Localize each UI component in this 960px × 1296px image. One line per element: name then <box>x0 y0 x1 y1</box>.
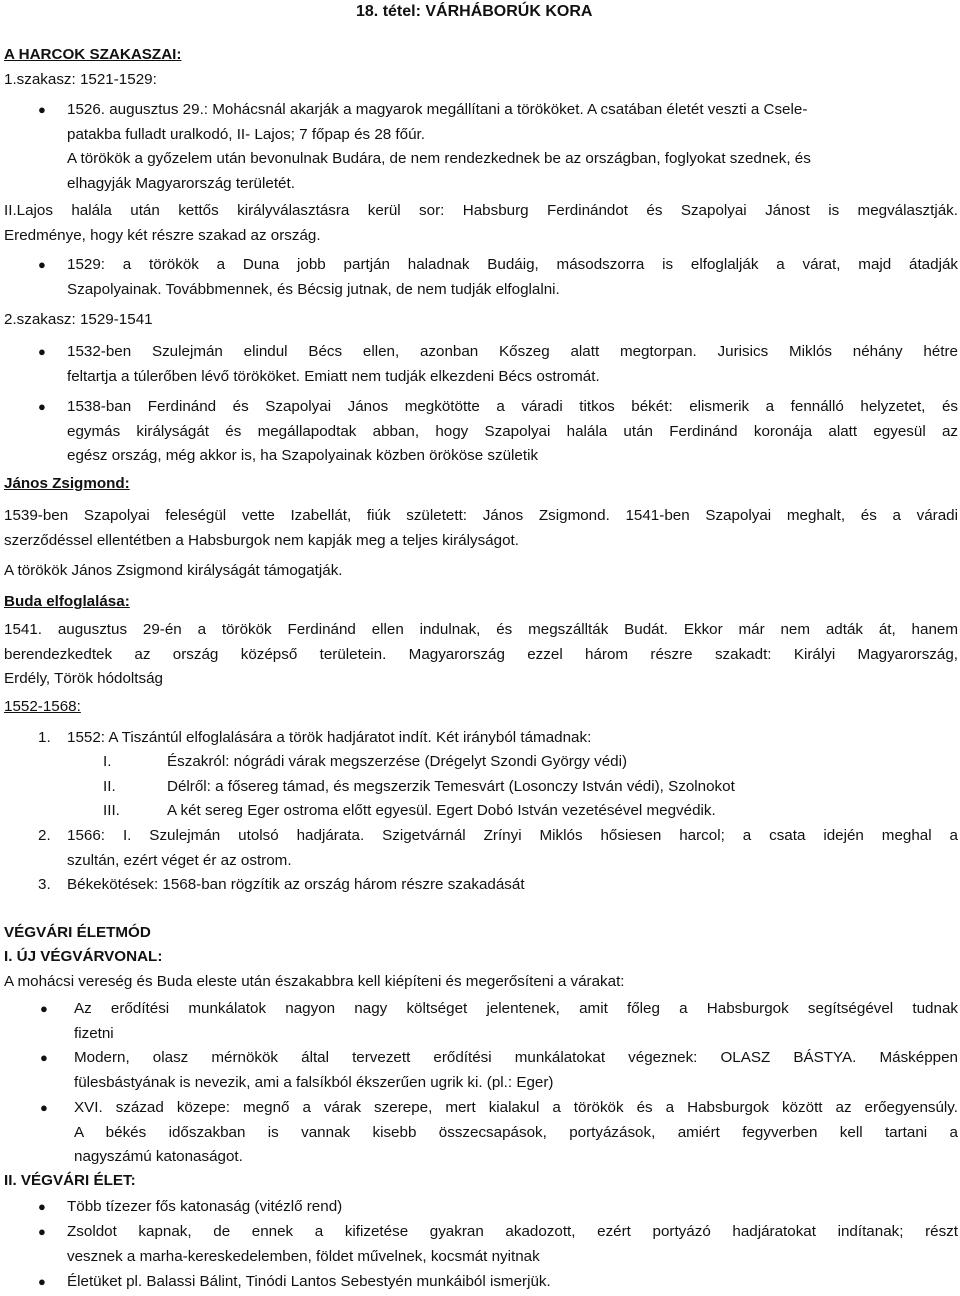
list-item <box>38 98 958 196</box>
text-line: 1529: a törökök a Duna jobb partján haladnak Budáig, másodszorra is elfoglalják a várat, majd átadják <box>67 256 958 273</box>
bullet-icon: ● <box>38 399 46 414</box>
bullet-icon: ● <box>38 1199 46 1214</box>
list-item <box>38 1270 958 1295</box>
text-line: Zsoldot kapnak, de ennek a kifizetése gyakran akadozott, ezért portyázó hadjáratokat indítanak; részt <box>67 1223 958 1240</box>
text-line: egész ország, még akkor is, ha Szapolyainak közben örököse születik <box>67 447 539 464</box>
text-line: Erdély, Török hódoltság <box>4 670 163 687</box>
text-line: feltartja a túlerőben lévő törököket. Emiatt nem tudják elkezdeni Bécs ostromát. <box>67 367 600 385</box>
roman-item <box>103 799 958 824</box>
bullet-icon: ● <box>40 1100 48 1115</box>
text-line: A békés időszakban is vannak kisebb összecsapások, portyázások, amiért fegyverben kell tartani a <box>74 1123 958 1141</box>
text-line: 1539-ben Szapolyai feleségül vette Izabellát, fiúk született: János Zsigmond. 1541-ben Szapolyai meghalt, és a váradi <box>4 507 958 524</box>
subsection-heading-vegvarvonal: I. ÚJ VÉGVÁRVONAL: <box>4 948 163 965</box>
subsection-heading-vegvari-elet: II. VÉGVÁRI ÉLET: <box>4 1172 136 1189</box>
text-line: vesznek a marha-kereskedelemben, földet művelnek, kocsmát nyitnak <box>67 1247 540 1265</box>
bullet-icon: ● <box>38 1224 46 1239</box>
text-line: Délről: a fősereg támad, és megszerzik Temesvárt (Losonczy István védi), Szolnokot <box>167 778 735 795</box>
item-number: II. <box>103 778 116 795</box>
text-line: A törökök a győzelem után bevonulnak Budára, de nem rendezkednek be az országban, foglyokat szednek, és <box>67 150 811 167</box>
text-line: Békekötések: 1568-ban rögzítik az ország három részre szakadását <box>67 876 525 893</box>
text-line: Szapolyainak. Továbbmennek, és Bécsig jutnak, de nem tudják elfoglalni. <box>67 280 560 298</box>
paragraph: A mohácsi vereség és Buda eleste után északabbra kell kiépíteni és megerősíteni a várakat: <box>4 973 625 990</box>
text-line: fizetni <box>74 1024 114 1042</box>
list-item <box>38 1220 958 1269</box>
roman-item <box>103 750 958 775</box>
list-item <box>38 253 958 302</box>
text-line: 1541. augusztus 29-én a törökök Ferdinánd ellen indulnak, és megszállták Budát. Ekkor már nem adták át, hanem <box>4 621 958 638</box>
section-heading-vegvari: VÉGVÁRI ÉLETMÓD <box>4 924 151 941</box>
text-line: berendezkedtek az ország középső területein. Magyarország ezzel három részre szakadt: Királyi Magyarország, <box>4 645 958 663</box>
text-line: szerződéssel ellentétben a Habsburgok nem kapják meg a teljes királyságot. <box>4 531 519 549</box>
paragraph <box>4 199 958 248</box>
list-item <box>40 1046 958 1095</box>
paragraph <box>4 618 958 692</box>
text-line: 1552: A Tiszántúl elfoglalására a török hadjáratot indít. Két irányból támadnak: <box>67 729 592 746</box>
text-line: nagyszámú katonaságot. <box>74 1148 243 1165</box>
item-number: I. <box>103 753 112 770</box>
text-line: Északról: nógrádi várak megszerzése (Drégelyt Szondi György védi) <box>167 753 628 770</box>
text-line: II.Lajos halála után kettős királyválasztásra kerül sor: Habsburg Ferdinándot és Szapolyai Jánost is megválasztják. <box>4 202 958 219</box>
text-line: Az erődítési munkálatok nagyon nagy költséget jelentenek, amit főleg a Habsburgok segítségével tudnak <box>74 1000 958 1017</box>
text-line: 1566: I. Szulejmán utolsó hadjárata. Szigetvárnál Zrínyi Miklós hősiesen harcol; a csata idején meghal a <box>67 827 958 844</box>
bullet-icon: ● <box>38 1274 46 1289</box>
section-heading-janos-zsigmond: János Zsigmond: <box>4 475 130 492</box>
bullet-icon: ● <box>40 1001 48 1016</box>
text-line: 1532-ben Szulejmán elindul Bécs ellen, azonban Kőszeg alatt megtorpan. Jurisics Miklós néhány hétre <box>67 343 958 360</box>
text-line: egymás királyságát és megállapodtak abban, hogy Szapolyai halála után Ferdinánd koronája alatt egyesül az <box>67 422 958 440</box>
page-title: 18. tétel: VÁRHÁBORÚK KORA <box>356 3 593 20</box>
bullet-icon: ● <box>38 102 46 117</box>
list-item <box>38 395 958 469</box>
list-item <box>38 1195 958 1220</box>
section-heading-1552-1568: 1552-1568: <box>4 698 81 715</box>
text-line: Életüket pl. Balassi Bálint, Tinódi Lantos Sebestyén munkáiból ismerjük. <box>67 1273 551 1290</box>
text-line: Modern, olasz mérnökök által tervezett erődítési munkálatokat végeznek: OLASZ BÁSTYA. Másképpen <box>74 1049 958 1066</box>
bullet-icon: ● <box>38 344 46 359</box>
text-line: Eredménye, hogy két részre szakad az ország. <box>4 226 321 244</box>
text-line: elhagyják Magyarország területét. <box>67 174 295 192</box>
text-line: 1526. augusztus 29.: Mohácsnál akarják a magyarok megállítani a törököket. A csatában életét veszti a Csele- <box>67 101 808 118</box>
section-heading-harcok: A HARCOK SZAKASZAI: <box>4 46 182 63</box>
item-number: 3. <box>38 876 51 893</box>
text-line: XVI. század közepe: megnő a várak szerepe, mert kialakul a törökök és a Habsburgok között az erőegyensúly. <box>74 1099 958 1116</box>
bullet-icon: ● <box>38 257 46 272</box>
paragraph: A törökök János Zsigmond királyságát támogatják. <box>4 562 343 579</box>
phase-1-label: 1.szakasz: 1521-1529: <box>4 71 157 88</box>
numbered-item <box>38 873 958 898</box>
text-line: patakba fulladt uralkodó, II- Lajos; 7 főpap és 28 főúr. <box>67 125 425 143</box>
text-line: fülesbástyának is nevezik, ami a falsíkból ékszerűen ugrik ki. (pl.: Eger) <box>74 1073 554 1091</box>
roman-item <box>103 775 958 800</box>
list-item <box>40 1096 958 1170</box>
list-item <box>40 997 958 1046</box>
item-number: 1. <box>38 729 51 746</box>
section-heading-buda: Buda elfoglalása: <box>4 593 130 610</box>
list-item <box>38 340 958 389</box>
item-number: III. <box>103 802 120 819</box>
bullet-icon: ● <box>40 1050 48 1065</box>
numbered-item <box>38 726 958 751</box>
numbered-item <box>38 824 958 873</box>
text-line: szultán, ezért véget ér az ostrom. <box>67 851 292 869</box>
text-line: 1538-ban Ferdinánd és Szapolyai János megkötötte a váradi titkos békét: elismerik a fennálló helyzetet, és <box>67 398 958 415</box>
text-line: Több tízezer fős katonaság (vitézlő rend) <box>67 1198 343 1215</box>
phase-2-label: 2.szakasz: 1529-1541 <box>4 311 153 328</box>
item-number: 2. <box>38 827 51 844</box>
paragraph <box>4 504 958 553</box>
text-line: A két sereg Eger ostroma előtt egyesül. Egert Dobó István vezetésével megvédik. <box>167 802 716 819</box>
